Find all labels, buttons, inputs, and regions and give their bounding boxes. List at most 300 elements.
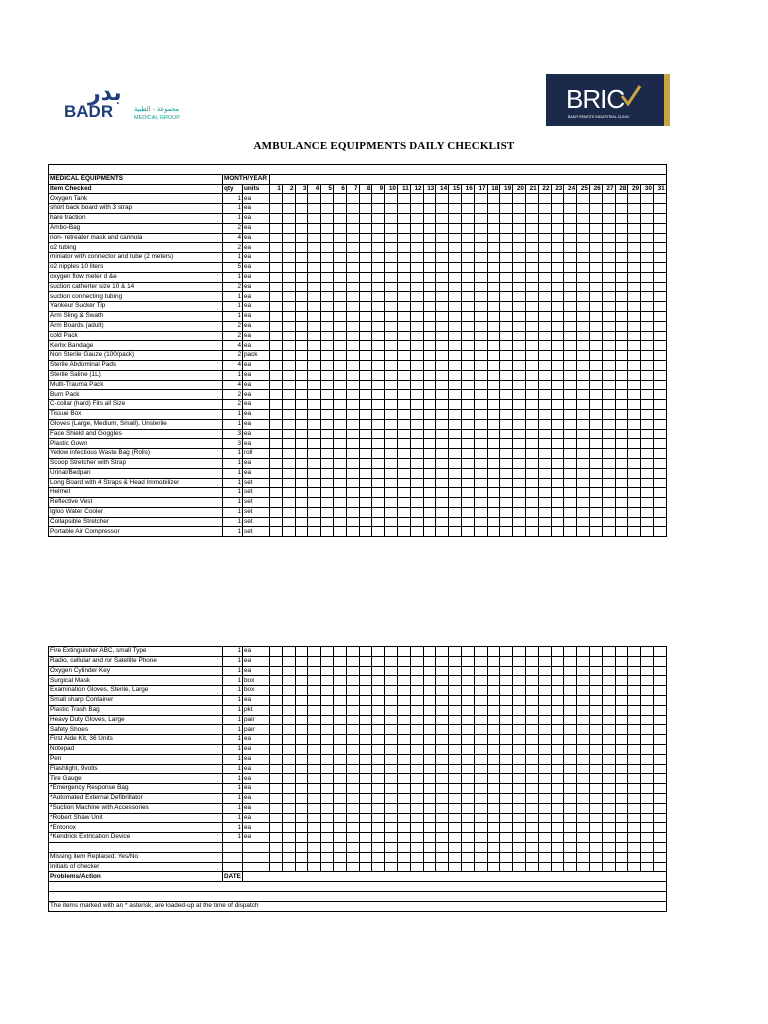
item-day-14-checkbox[interactable] <box>436 705 449 715</box>
item-day-4-checkbox[interactable] <box>308 764 321 774</box>
item-day-5-checkbox[interactable] <box>321 715 334 725</box>
item-day-6-checkbox[interactable] <box>333 517 346 527</box>
item-day-15-checkbox[interactable] <box>449 223 462 233</box>
item-day-28-checkbox[interactable] <box>615 725 628 735</box>
blank-day-22-checkbox[interactable] <box>538 842 551 852</box>
item-day-2-checkbox[interactable] <box>282 253 295 263</box>
item-day-5-checkbox[interactable] <box>321 429 334 439</box>
item-day-29-checkbox[interactable] <box>628 204 641 214</box>
item-day-21-checkbox[interactable] <box>525 204 538 214</box>
item-day-29-checkbox[interactable] <box>628 223 641 233</box>
item-day-8-checkbox[interactable] <box>359 705 372 715</box>
item-day-17-checkbox[interactable] <box>474 449 487 459</box>
item-day-1-checkbox[interactable] <box>270 243 283 253</box>
item-day-26-checkbox[interactable] <box>589 400 602 410</box>
item-day-22-checkbox[interactable] <box>538 253 551 263</box>
item-day-20-checkbox[interactable] <box>513 292 526 302</box>
item-day-1-checkbox[interactable] <box>270 439 283 449</box>
item-day-30-checkbox[interactable] <box>641 223 654 233</box>
item-day-22-checkbox[interactable] <box>538 517 551 527</box>
item-day-17-checkbox[interactable] <box>474 213 487 223</box>
item-day-1-checkbox[interactable] <box>270 686 283 696</box>
item-day-21-checkbox[interactable] <box>525 686 538 696</box>
item-day-21-checkbox[interactable] <box>525 813 538 823</box>
item-day-20-checkbox[interactable] <box>513 282 526 292</box>
item-day-21-checkbox[interactable] <box>525 351 538 361</box>
item-day-4-checkbox[interactable] <box>308 686 321 696</box>
item-day-12-checkbox[interactable] <box>410 272 423 282</box>
item-day-20-checkbox[interactable] <box>513 517 526 527</box>
item-day-6-checkbox[interactable] <box>333 311 346 321</box>
item-day-1-checkbox[interactable] <box>270 282 283 292</box>
item-day-4-checkbox[interactable] <box>308 429 321 439</box>
item-day-5-checkbox[interactable] <box>321 527 334 537</box>
item-day-2-checkbox[interactable] <box>282 419 295 429</box>
item-day-26-checkbox[interactable] <box>589 409 602 419</box>
item-day-13-checkbox[interactable] <box>423 233 436 243</box>
item-day-4-checkbox[interactable] <box>308 370 321 380</box>
item-day-4-checkbox[interactable] <box>308 754 321 764</box>
item-day-16-checkbox[interactable] <box>461 458 474 468</box>
item-day-28-checkbox[interactable] <box>615 311 628 321</box>
initials-day-28-checkbox[interactable] <box>615 862 628 872</box>
item-day-28-checkbox[interactable] <box>615 705 628 715</box>
item-day-30-checkbox[interactable] <box>641 735 654 745</box>
item-day-20-checkbox[interactable] <box>513 331 526 341</box>
item-day-8-checkbox[interactable] <box>359 774 372 784</box>
item-day-15-checkbox[interactable] <box>449 341 462 351</box>
item-day-23-checkbox[interactable] <box>551 272 564 282</box>
blank-day-5-checkbox[interactable] <box>321 842 334 852</box>
item-day-4-checkbox[interactable] <box>308 331 321 341</box>
item-day-23-checkbox[interactable] <box>551 754 564 764</box>
item-day-13-checkbox[interactable] <box>423 527 436 537</box>
item-day-27-checkbox[interactable] <box>602 527 615 537</box>
item-day-20-checkbox[interactable] <box>513 233 526 243</box>
blank-day-25-checkbox[interactable] <box>577 842 590 852</box>
item-day-9-checkbox[interactable] <box>372 705 385 715</box>
item-day-22-checkbox[interactable] <box>538 204 551 214</box>
item-day-18-checkbox[interactable] <box>487 449 500 459</box>
item-day-4-checkbox[interactable] <box>308 647 321 657</box>
item-day-11-checkbox[interactable] <box>397 705 410 715</box>
item-day-26-checkbox[interactable] <box>589 360 602 370</box>
item-day-10-checkbox[interactable] <box>385 351 398 361</box>
item-day-2-checkbox[interactable] <box>282 449 295 459</box>
item-day-15-checkbox[interactable] <box>449 370 462 380</box>
item-day-4-checkbox[interactable] <box>308 813 321 823</box>
item-day-30-checkbox[interactable] <box>641 370 654 380</box>
item-day-18-checkbox[interactable] <box>487 400 500 410</box>
item-day-4-checkbox[interactable] <box>308 833 321 843</box>
item-day-1-checkbox[interactable] <box>270 223 283 233</box>
item-day-26-checkbox[interactable] <box>589 735 602 745</box>
item-day-12-checkbox[interactable] <box>410 666 423 676</box>
item-day-30-checkbox[interactable] <box>641 449 654 459</box>
item-day-17-checkbox[interactable] <box>474 833 487 843</box>
item-day-11-checkbox[interactable] <box>397 507 410 517</box>
item-day-31-checkbox[interactable] <box>653 223 666 233</box>
item-day-24-checkbox[interactable] <box>564 527 577 537</box>
item-day-23-checkbox[interactable] <box>551 311 564 321</box>
problems-note-field[interactable] <box>49 882 667 892</box>
initials-day-11-checkbox[interactable] <box>397 862 410 872</box>
item-day-5-checkbox[interactable] <box>321 400 334 410</box>
item-day-10-checkbox[interactable] <box>385 754 398 764</box>
item-day-13-checkbox[interactable] <box>423 360 436 370</box>
item-day-13-checkbox[interactable] <box>423 331 436 341</box>
item-day-19-checkbox[interactable] <box>500 458 513 468</box>
missing-replaced-day-29-checkbox[interactable] <box>628 852 641 862</box>
item-day-31-checkbox[interactable] <box>653 429 666 439</box>
item-day-4-checkbox[interactable] <box>308 223 321 233</box>
item-day-22-checkbox[interactable] <box>538 449 551 459</box>
item-day-24-checkbox[interactable] <box>564 735 577 745</box>
item-day-27-checkbox[interactable] <box>602 793 615 803</box>
item-day-27-checkbox[interactable] <box>602 253 615 263</box>
item-day-1-checkbox[interactable] <box>270 784 283 794</box>
item-day-23-checkbox[interactable] <box>551 243 564 253</box>
item-day-13-checkbox[interactable] <box>423 223 436 233</box>
item-day-24-checkbox[interactable] <box>564 784 577 794</box>
initials-day-12-checkbox[interactable] <box>410 862 423 872</box>
item-day-6-checkbox[interactable] <box>333 793 346 803</box>
item-day-31-checkbox[interactable] <box>653 370 666 380</box>
item-day-24-checkbox[interactable] <box>564 705 577 715</box>
item-day-15-checkbox[interactable] <box>449 458 462 468</box>
item-day-21-checkbox[interactable] <box>525 517 538 527</box>
item-day-10-checkbox[interactable] <box>385 262 398 272</box>
item-day-12-checkbox[interactable] <box>410 331 423 341</box>
item-day-5-checkbox[interactable] <box>321 774 334 784</box>
item-day-13-checkbox[interactable] <box>423 666 436 676</box>
item-day-12-checkbox[interactable] <box>410 213 423 223</box>
item-day-19-checkbox[interactable] <box>500 380 513 390</box>
item-day-24-checkbox[interactable] <box>564 233 577 243</box>
item-day-4-checkbox[interactable] <box>308 744 321 754</box>
item-day-21-checkbox[interactable] <box>525 498 538 508</box>
initials-day-14-checkbox[interactable] <box>436 862 449 872</box>
item-day-30-checkbox[interactable] <box>641 744 654 754</box>
item-day-5-checkbox[interactable] <box>321 351 334 361</box>
item-day-15-checkbox[interactable] <box>449 803 462 813</box>
item-day-9-checkbox[interactable] <box>372 302 385 312</box>
item-day-30-checkbox[interactable] <box>641 527 654 537</box>
item-day-23-checkbox[interactable] <box>551 793 564 803</box>
item-day-3-checkbox[interactable] <box>295 213 308 223</box>
item-day-10-checkbox[interactable] <box>385 488 398 498</box>
item-day-18-checkbox[interactable] <box>487 744 500 754</box>
item-day-28-checkbox[interactable] <box>615 803 628 813</box>
item-day-18-checkbox[interactable] <box>487 488 500 498</box>
item-day-19-checkbox[interactable] <box>500 194 513 204</box>
item-day-8-checkbox[interactable] <box>359 656 372 666</box>
item-day-21-checkbox[interactable] <box>525 507 538 517</box>
item-day-18-checkbox[interactable] <box>487 715 500 725</box>
item-day-4-checkbox[interactable] <box>308 282 321 292</box>
item-day-30-checkbox[interactable] <box>641 302 654 312</box>
item-day-11-checkbox[interactable] <box>397 478 410 488</box>
item-day-21-checkbox[interactable] <box>525 527 538 537</box>
item-day-15-checkbox[interactable] <box>449 517 462 527</box>
item-day-27-checkbox[interactable] <box>602 429 615 439</box>
item-day-26-checkbox[interactable] <box>589 725 602 735</box>
item-day-13-checkbox[interactable] <box>423 478 436 488</box>
item-day-24-checkbox[interactable] <box>564 686 577 696</box>
item-day-12-checkbox[interactable] <box>410 647 423 657</box>
item-day-11-checkbox[interactable] <box>397 656 410 666</box>
item-day-19-checkbox[interactable] <box>500 292 513 302</box>
item-day-20-checkbox[interactable] <box>513 213 526 223</box>
item-day-28-checkbox[interactable] <box>615 478 628 488</box>
item-day-30-checkbox[interactable] <box>641 253 654 263</box>
item-day-23-checkbox[interactable] <box>551 695 564 705</box>
missing-replaced-day-12-checkbox[interactable] <box>410 852 423 862</box>
item-day-23-checkbox[interactable] <box>551 439 564 449</box>
missing-replaced-day-2-checkbox[interactable] <box>282 852 295 862</box>
item-day-23-checkbox[interactable] <box>551 666 564 676</box>
initials-day-1-checkbox[interactable] <box>270 862 283 872</box>
missing-replaced-day-18-checkbox[interactable] <box>487 852 500 862</box>
item-day-10-checkbox[interactable] <box>385 666 398 676</box>
item-day-9-checkbox[interactable] <box>372 754 385 764</box>
item-day-1-checkbox[interactable] <box>270 341 283 351</box>
item-day-25-checkbox[interactable] <box>577 400 590 410</box>
item-day-2-checkbox[interactable] <box>282 331 295 341</box>
item-day-7-checkbox[interactable] <box>346 243 359 253</box>
item-day-26-checkbox[interactable] <box>589 302 602 312</box>
item-day-25-checkbox[interactable] <box>577 321 590 331</box>
item-day-6-checkbox[interactable] <box>333 409 346 419</box>
item-day-23-checkbox[interactable] <box>551 507 564 517</box>
item-day-30-checkbox[interactable] <box>641 439 654 449</box>
item-day-18-checkbox[interactable] <box>487 419 500 429</box>
item-day-3-checkbox[interactable] <box>295 774 308 784</box>
item-day-20-checkbox[interactable] <box>513 764 526 774</box>
item-day-12-checkbox[interactable] <box>410 409 423 419</box>
item-day-31-checkbox[interactable] <box>653 449 666 459</box>
item-day-10-checkbox[interactable] <box>385 341 398 351</box>
item-day-1-checkbox[interactable] <box>270 213 283 223</box>
item-day-21-checkbox[interactable] <box>525 341 538 351</box>
item-day-21-checkbox[interactable] <box>525 676 538 686</box>
item-day-12-checkbox[interactable] <box>410 458 423 468</box>
item-day-24-checkbox[interactable] <box>564 409 577 419</box>
item-day-29-checkbox[interactable] <box>628 705 641 715</box>
blank-day-30-checkbox[interactable] <box>641 842 654 852</box>
item-day-13-checkbox[interactable] <box>423 351 436 361</box>
item-day-15-checkbox[interactable] <box>449 705 462 715</box>
item-day-21-checkbox[interactable] <box>525 194 538 204</box>
item-day-20-checkbox[interactable] <box>513 204 526 214</box>
item-day-31-checkbox[interactable] <box>653 686 666 696</box>
item-day-8-checkbox[interactable] <box>359 813 372 823</box>
item-day-2-checkbox[interactable] <box>282 351 295 361</box>
item-day-4-checkbox[interactable] <box>308 725 321 735</box>
item-day-2-checkbox[interactable] <box>282 478 295 488</box>
item-day-26-checkbox[interactable] <box>589 262 602 272</box>
item-day-2-checkbox[interactable] <box>282 360 295 370</box>
item-day-29-checkbox[interactable] <box>628 194 641 204</box>
item-day-18-checkbox[interactable] <box>487 764 500 774</box>
initials-day-21-checkbox[interactable] <box>525 862 538 872</box>
item-day-27-checkbox[interactable] <box>602 370 615 380</box>
item-day-11-checkbox[interactable] <box>397 715 410 725</box>
item-day-16-checkbox[interactable] <box>461 243 474 253</box>
item-day-19-checkbox[interactable] <box>500 429 513 439</box>
item-day-23-checkbox[interactable] <box>551 390 564 400</box>
item-day-15-checkbox[interactable] <box>449 380 462 390</box>
item-day-19-checkbox[interactable] <box>500 478 513 488</box>
item-day-13-checkbox[interactable] <box>423 458 436 468</box>
item-day-28-checkbox[interactable] <box>615 429 628 439</box>
item-day-12-checkbox[interactable] <box>410 468 423 478</box>
item-day-30-checkbox[interactable] <box>641 764 654 774</box>
item-day-31-checkbox[interactable] <box>653 803 666 813</box>
item-day-12-checkbox[interactable] <box>410 380 423 390</box>
item-day-8-checkbox[interactable] <box>359 803 372 813</box>
item-day-19-checkbox[interactable] <box>500 351 513 361</box>
item-day-31-checkbox[interactable] <box>653 754 666 764</box>
item-day-20-checkbox[interactable] <box>513 380 526 390</box>
item-day-8-checkbox[interactable] <box>359 351 372 361</box>
item-day-19-checkbox[interactable] <box>500 213 513 223</box>
item-day-1-checkbox[interactable] <box>270 666 283 676</box>
item-day-13-checkbox[interactable] <box>423 429 436 439</box>
item-day-14-checkbox[interactable] <box>436 774 449 784</box>
item-day-5-checkbox[interactable] <box>321 341 334 351</box>
item-day-10-checkbox[interactable] <box>385 823 398 833</box>
item-day-3-checkbox[interactable] <box>295 676 308 686</box>
item-day-4-checkbox[interactable] <box>308 204 321 214</box>
item-day-27-checkbox[interactable] <box>602 458 615 468</box>
item-day-27-checkbox[interactable] <box>602 725 615 735</box>
item-day-6-checkbox[interactable] <box>333 370 346 380</box>
item-day-25-checkbox[interactable] <box>577 784 590 794</box>
item-day-18-checkbox[interactable] <box>487 429 500 439</box>
item-day-30-checkbox[interactable] <box>641 507 654 517</box>
item-day-1-checkbox[interactable] <box>270 656 283 666</box>
item-day-7-checkbox[interactable] <box>346 803 359 813</box>
item-day-11-checkbox[interactable] <box>397 754 410 764</box>
item-day-17-checkbox[interactable] <box>474 507 487 517</box>
item-day-11-checkbox[interactable] <box>397 194 410 204</box>
item-day-27-checkbox[interactable] <box>602 311 615 321</box>
item-day-19-checkbox[interactable] <box>500 223 513 233</box>
item-day-11-checkbox[interactable] <box>397 311 410 321</box>
item-day-31-checkbox[interactable] <box>653 833 666 843</box>
initials-day-26-checkbox[interactable] <box>589 862 602 872</box>
item-day-19-checkbox[interactable] <box>500 705 513 715</box>
item-day-1-checkbox[interactable] <box>270 833 283 843</box>
item-day-2-checkbox[interactable] <box>282 429 295 439</box>
item-day-4-checkbox[interactable] <box>308 803 321 813</box>
item-day-11-checkbox[interactable] <box>397 419 410 429</box>
item-day-13-checkbox[interactable] <box>423 793 436 803</box>
item-day-29-checkbox[interactable] <box>628 458 641 468</box>
item-day-1-checkbox[interactable] <box>270 449 283 459</box>
item-day-17-checkbox[interactable] <box>474 744 487 754</box>
item-day-1-checkbox[interactable] <box>270 262 283 272</box>
item-day-6-checkbox[interactable] <box>333 458 346 468</box>
item-day-9-checkbox[interactable] <box>372 764 385 774</box>
initials-day-25-checkbox[interactable] <box>577 862 590 872</box>
item-day-26-checkbox[interactable] <box>589 429 602 439</box>
item-day-19-checkbox[interactable] <box>500 449 513 459</box>
initials-day-5-checkbox[interactable] <box>321 862 334 872</box>
item-day-6-checkbox[interactable] <box>333 715 346 725</box>
item-day-7-checkbox[interactable] <box>346 813 359 823</box>
item-day-26-checkbox[interactable] <box>589 439 602 449</box>
item-day-26-checkbox[interactable] <box>589 498 602 508</box>
item-day-22-checkbox[interactable] <box>538 390 551 400</box>
item-day-9-checkbox[interactable] <box>372 351 385 361</box>
blank-day-28-checkbox[interactable] <box>615 842 628 852</box>
item-day-28-checkbox[interactable] <box>615 735 628 745</box>
item-day-15-checkbox[interactable] <box>449 656 462 666</box>
item-day-27-checkbox[interactable] <box>602 705 615 715</box>
item-day-8-checkbox[interactable] <box>359 331 372 341</box>
item-day-18-checkbox[interactable] <box>487 360 500 370</box>
item-day-6-checkbox[interactable] <box>333 429 346 439</box>
item-day-10-checkbox[interactable] <box>385 725 398 735</box>
item-day-29-checkbox[interactable] <box>628 311 641 321</box>
item-day-28-checkbox[interactable] <box>615 419 628 429</box>
item-day-11-checkbox[interactable] <box>397 223 410 233</box>
item-day-7-checkbox[interactable] <box>346 744 359 754</box>
item-day-1-checkbox[interactable] <box>270 695 283 705</box>
item-day-13-checkbox[interactable] <box>423 213 436 223</box>
item-day-29-checkbox[interactable] <box>628 429 641 439</box>
item-day-29-checkbox[interactable] <box>628 478 641 488</box>
item-day-28-checkbox[interactable] <box>615 813 628 823</box>
missing-replaced-day-27-checkbox[interactable] <box>602 852 615 862</box>
item-day-15-checkbox[interactable] <box>449 793 462 803</box>
item-day-29-checkbox[interactable] <box>628 272 641 282</box>
item-day-1-checkbox[interactable] <box>270 793 283 803</box>
missing-replaced-day-24-checkbox[interactable] <box>564 852 577 862</box>
item-day-27-checkbox[interactable] <box>602 715 615 725</box>
item-day-14-checkbox[interactable] <box>436 292 449 302</box>
item-day-15-checkbox[interactable] <box>449 449 462 459</box>
item-day-18-checkbox[interactable] <box>487 676 500 686</box>
item-day-23-checkbox[interactable] <box>551 321 564 331</box>
item-day-20-checkbox[interactable] <box>513 686 526 696</box>
item-day-6-checkbox[interactable] <box>333 233 346 243</box>
item-day-23-checkbox[interactable] <box>551 705 564 715</box>
item-day-1-checkbox[interactable] <box>270 351 283 361</box>
item-day-30-checkbox[interactable] <box>641 754 654 764</box>
item-day-6-checkbox[interactable] <box>333 292 346 302</box>
item-day-5-checkbox[interactable] <box>321 458 334 468</box>
item-day-26-checkbox[interactable] <box>589 507 602 517</box>
item-day-9-checkbox[interactable] <box>372 223 385 233</box>
item-day-20-checkbox[interactable] <box>513 656 526 666</box>
item-day-2-checkbox[interactable] <box>282 666 295 676</box>
item-day-22-checkbox[interactable] <box>538 774 551 784</box>
item-day-22-checkbox[interactable] <box>538 262 551 272</box>
item-day-2-checkbox[interactable] <box>282 243 295 253</box>
item-day-24-checkbox[interactable] <box>564 754 577 764</box>
item-day-30-checkbox[interactable] <box>641 517 654 527</box>
item-day-23-checkbox[interactable] <box>551 823 564 833</box>
item-day-26-checkbox[interactable] <box>589 488 602 498</box>
item-day-15-checkbox[interactable] <box>449 409 462 419</box>
item-day-1-checkbox[interactable] <box>270 311 283 321</box>
item-day-22-checkbox[interactable] <box>538 419 551 429</box>
item-day-2-checkbox[interactable] <box>282 803 295 813</box>
item-day-20-checkbox[interactable] <box>513 262 526 272</box>
